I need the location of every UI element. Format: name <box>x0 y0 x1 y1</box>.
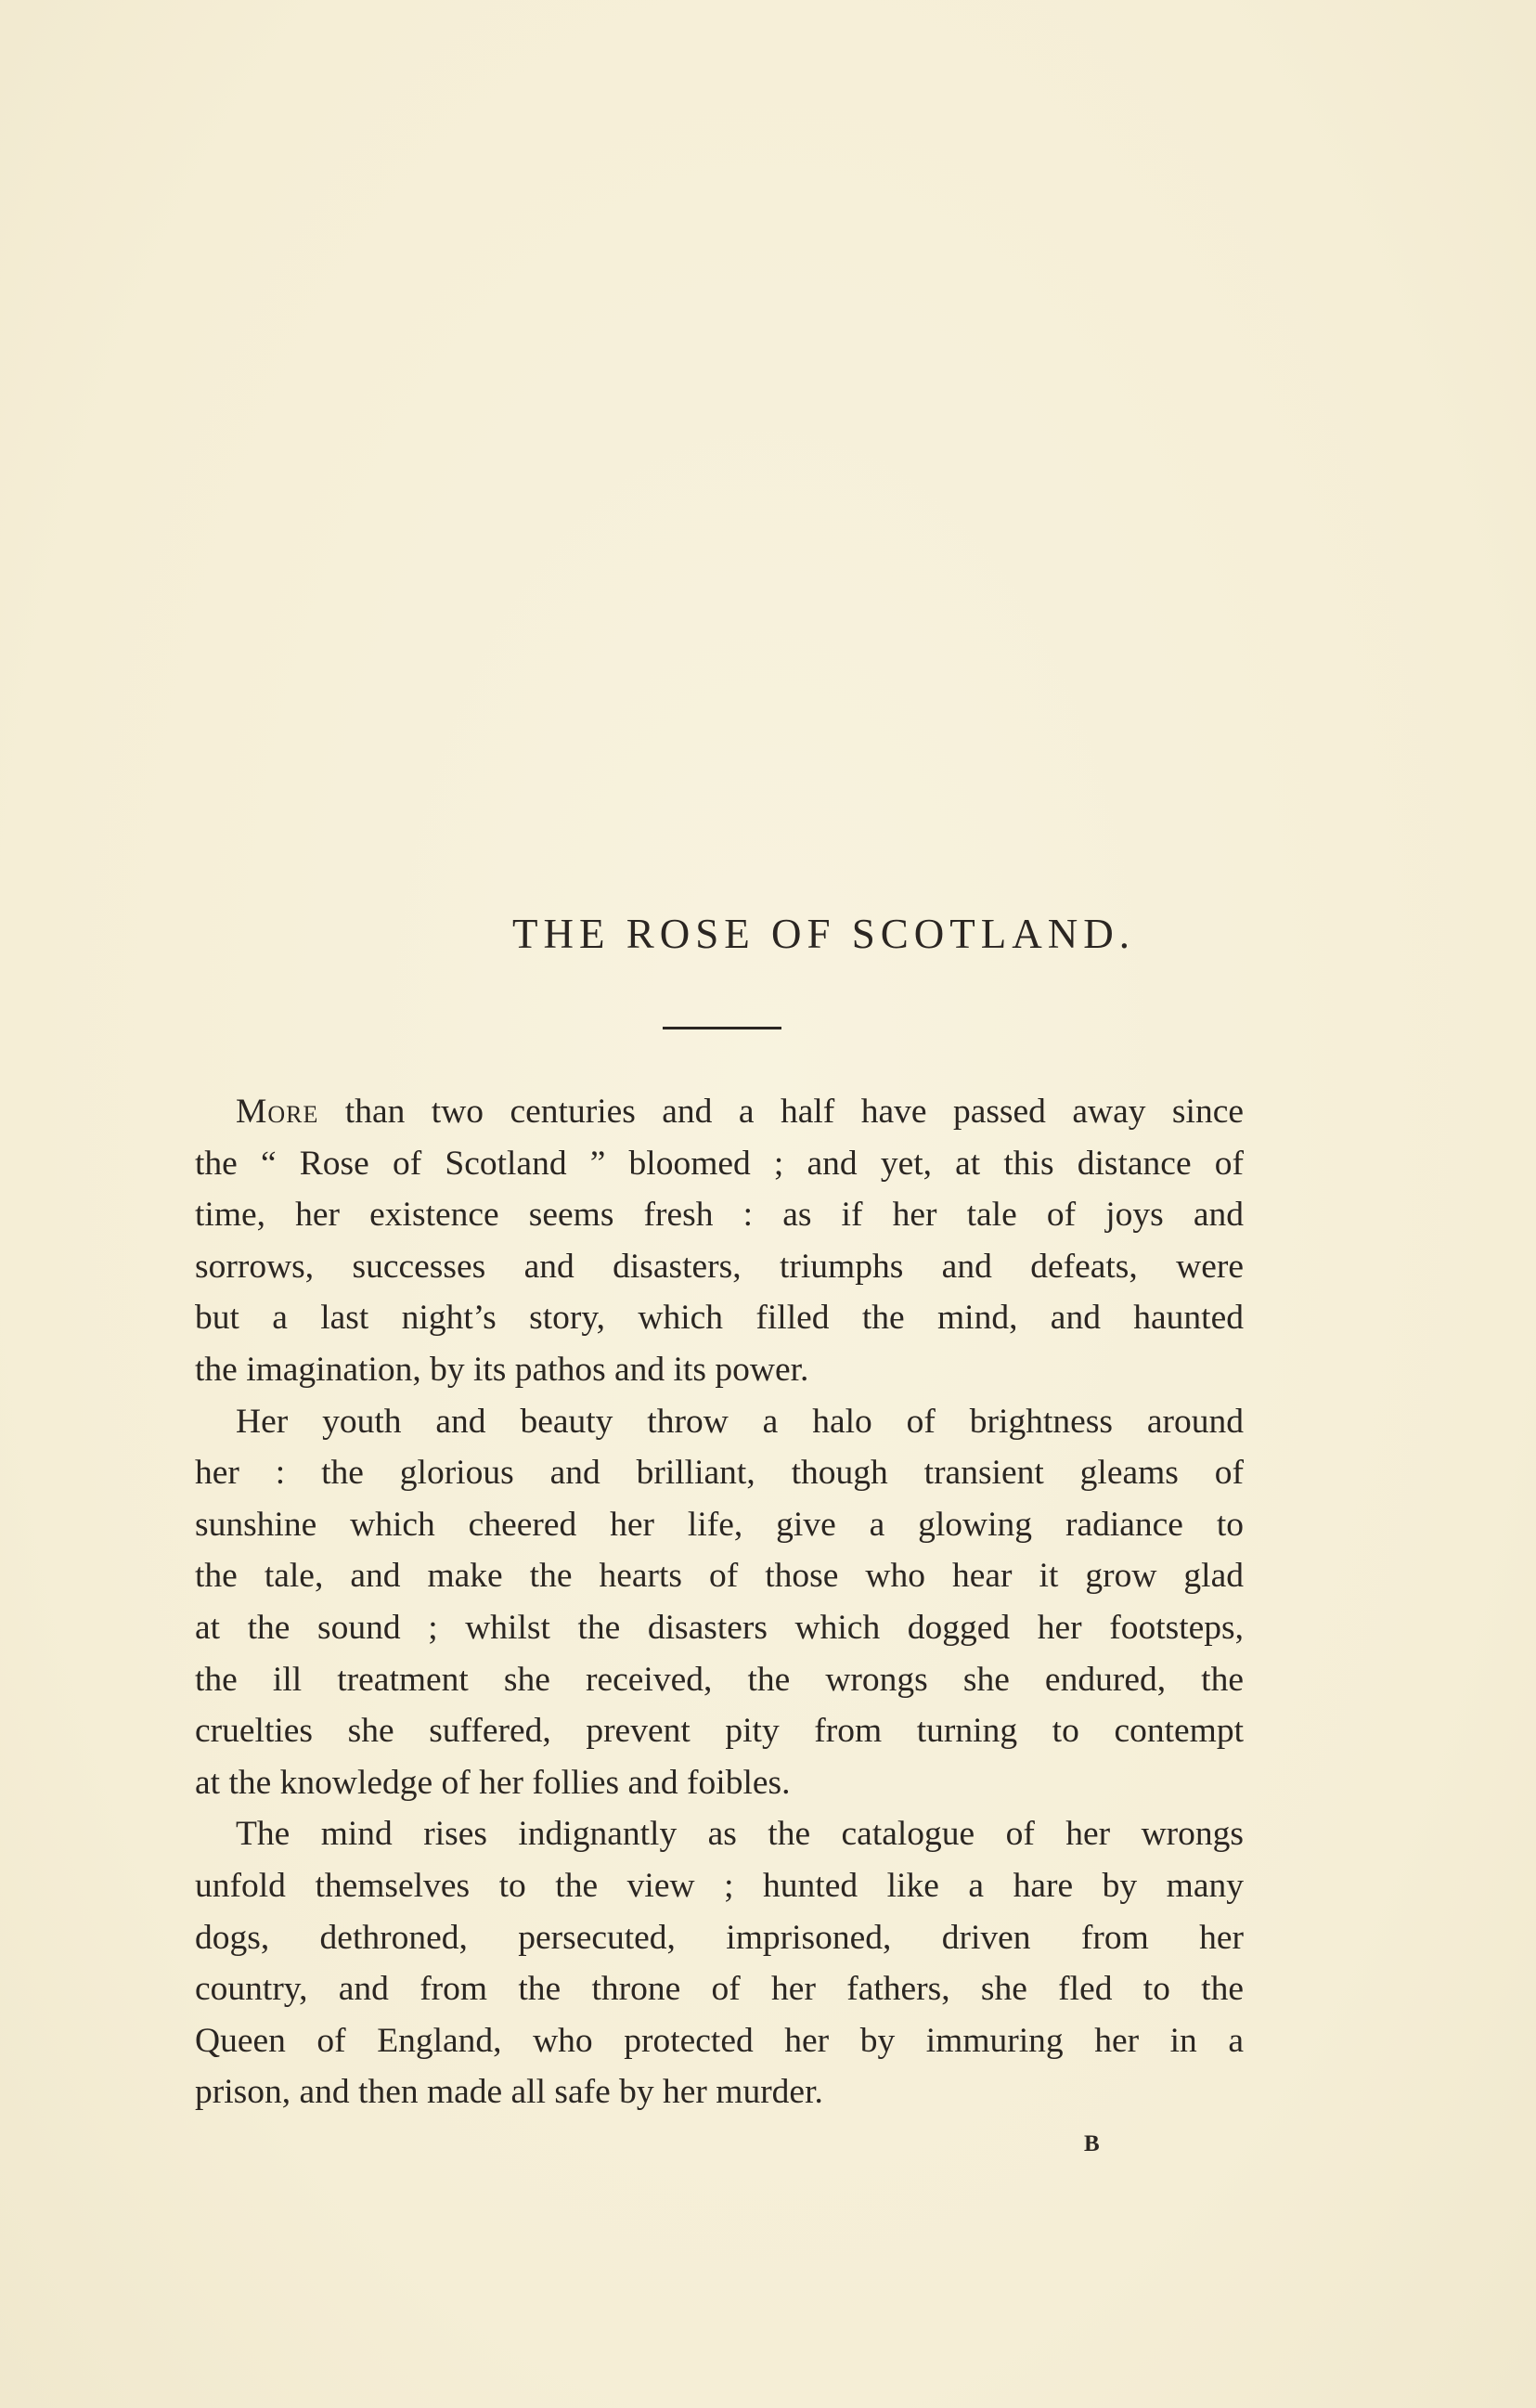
paragraph-1-line-5: but a last night’s story, which filled the mind, and haunted <box>195 1299 1244 1338</box>
paragraph-2-line-3: sunshine which cheered her life, give a glowing radiance to <box>195 1505 1244 1544</box>
paragraph-1-line-6: the imagination, by its pathos and its power. <box>195 1350 809 1389</box>
paragraph-3-line-6: prison, and then made all safe by her murder. <box>195 2073 823 2112</box>
paragraph-2-line-8: at the knowledge of her follies and foibles. <box>195 1763 791 1802</box>
title-rule <box>663 1027 781 1029</box>
paragraph-1-line-2: the “ Rose of Scotland ” bloomed ; and yet, at this distance of <box>195 1144 1244 1183</box>
paragraph-1-line-3: time, her existence seems fresh : as if her tale of joys and <box>195 1196 1244 1235</box>
paragraph-2-line-7: cruelties she suffered, prevent pity from turning to contempt <box>195 1712 1244 1751</box>
paragraph-3-line-2: unfold themselves to the view ; hunted like a hare by many <box>195 1866 1244 1905</box>
paragraph-2-line-5: at the sound ; whilst the disasters which dogged her footsteps, <box>195 1608 1244 1647</box>
paragraph-2-line-2: her : the glorious and brilliant, though transient gleams of <box>195 1454 1244 1493</box>
paragraph-3-line-4: country, and from the throne of her fathers, she fled to the <box>195 1970 1244 2009</box>
paragraph-2-line-6: the ill treatment she received, the wrongs she endured, the <box>195 1660 1244 1699</box>
paragraph-2-line-4: the tale, and make the hearts of those who hear it grow glad <box>195 1557 1244 1596</box>
signature-mark: B <box>1084 2131 1101 2156</box>
body-text <box>195 1086 1244 2118</box>
paragraph-3-line-3: dogs, dethroned, persecuted, imprisoned, driven from her <box>195 1918 1244 1957</box>
paragraph-1-line-1: More than two centuries and a half have passed away since <box>236 1093 1244 1131</box>
paragraph-3-line-5: Queen of England, who protected her by immuring her in a <box>195 2021 1244 2060</box>
paragraph-2-line-1: Her youth and beauty throw a halo of brightness around <box>236 1402 1244 1441</box>
paragraph-1-lead-word: More <box>236 1093 319 1131</box>
paragraph-1-line-4: sorrows, successes and disasters, triumphs and defeats, were <box>195 1247 1244 1286</box>
chapter-title: THE ROSE OF SCOTLAND. <box>511 911 1136 957</box>
paragraph-3-line-1: The mind rises indignantly as the catalogue of her wrongs <box>236 1815 1244 1854</box>
